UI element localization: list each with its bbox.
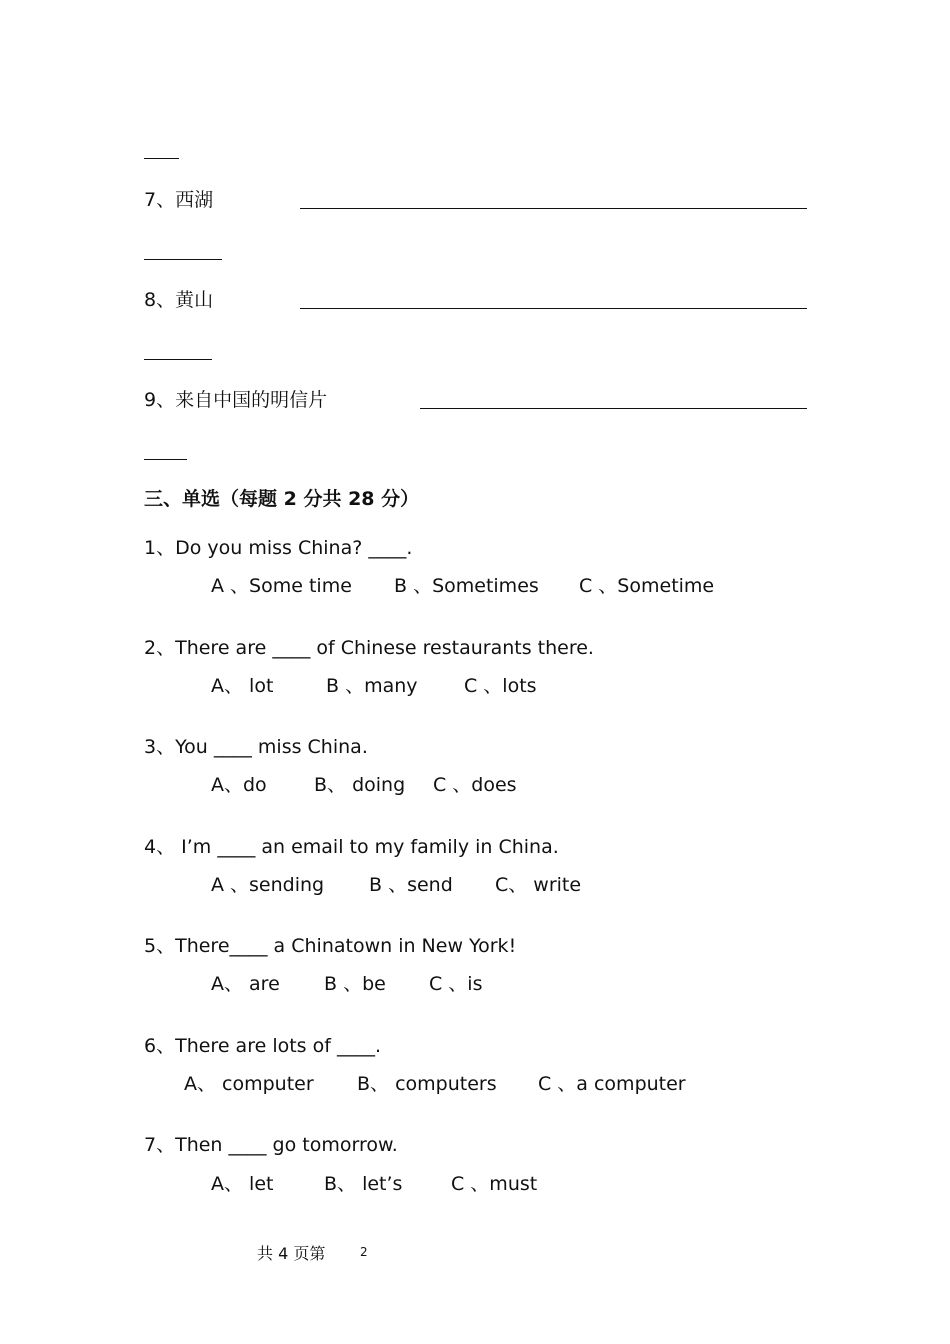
page-footer-label: 共 4 页第 <box>257 1244 326 1263</box>
q2-option-a[interactable]: A、 lot <box>211 675 274 697</box>
question-6: 6、There are lots of ____. <box>144 1035 381 1057</box>
translation-item-7: 7、西湖 <box>144 189 214 211</box>
answer-line-continuation-9[interactable] <box>144 459 187 460</box>
q1-option-b[interactable]: B 、Sometimes <box>394 575 539 597</box>
q1-option-c[interactable]: C 、Sometime <box>579 575 715 597</box>
translation-item-8: 8、黄山 <box>144 289 214 311</box>
q5-option-c[interactable]: C 、is <box>429 973 483 995</box>
answer-line-9[interactable] <box>420 408 807 409</box>
translation-item-9: 9、来自中国的明信片 <box>144 389 328 411</box>
q7-option-c[interactable]: C 、must <box>451 1173 538 1195</box>
q5-option-b[interactable]: B 、be <box>324 973 386 995</box>
question-2: 2、There are ____ of Chinese restaurants there. <box>144 637 594 659</box>
q6-option-a[interactable]: A、 computer <box>184 1073 314 1095</box>
q6-option-c[interactable]: C 、a computer <box>538 1073 686 1095</box>
q3-option-b[interactable]: B、 doing <box>314 774 406 796</box>
question-3: 3、You ____ miss China. <box>144 736 368 758</box>
q5-option-a[interactable]: A、 are <box>211 973 280 995</box>
q1-option-a[interactable]: A 、Some time <box>211 575 352 597</box>
question-7: 7、Then ____ go tomorrow. <box>144 1134 398 1156</box>
q7-option-b[interactable]: B、 let’s <box>324 1173 403 1195</box>
q7-option-a[interactable]: A、 let <box>211 1173 274 1195</box>
question-1: 1、Do you miss China? ____. <box>144 537 413 559</box>
q3-option-a[interactable]: A、do <box>211 774 267 796</box>
section-title: 三、单选（每题 2 分共 28 分） <box>144 488 420 510</box>
answer-line-continuation-8[interactable] <box>144 359 212 360</box>
answer-line-8[interactable] <box>300 308 807 309</box>
answer-line-7[interactable] <box>300 208 807 209</box>
q2-option-b[interactable]: B 、many <box>326 675 418 697</box>
answer-line-continuation-7[interactable] <box>144 259 222 260</box>
question-5: 5、There____ a Chinatown in New York! <box>144 935 517 957</box>
q2-option-c[interactable]: C 、lots <box>464 675 537 697</box>
answer-line-continuation-6[interactable] <box>144 158 179 159</box>
q4-option-c[interactable]: C、 write <box>495 874 582 896</box>
q3-option-c[interactable]: C 、does <box>433 774 517 796</box>
q4-option-b[interactable]: B 、send <box>369 874 453 896</box>
question-4: 4、 I’m ____ an email to my family in China. <box>144 836 559 858</box>
q6-option-b[interactable]: B、 computers <box>357 1073 497 1095</box>
q4-option-a[interactable]: A 、sending <box>211 874 325 896</box>
page-number: 2 <box>360 1245 368 1259</box>
